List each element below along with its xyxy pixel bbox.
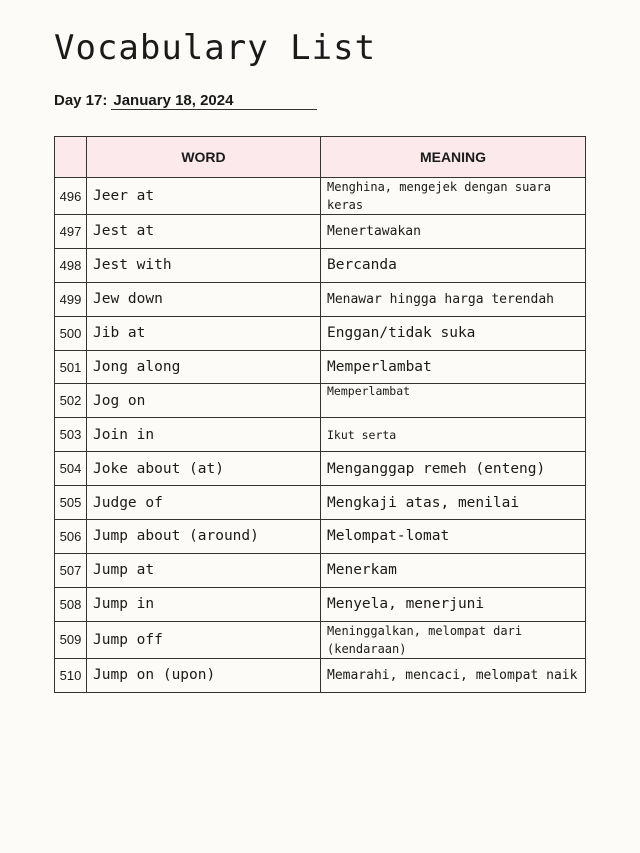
row-number: 497 — [55, 215, 87, 249]
row-meaning: Bercanda — [321, 248, 586, 282]
row-meaning: Memperlambat — [321, 384, 586, 418]
table-row — [55, 621, 586, 658]
table-row — [55, 316, 586, 350]
table-row — [55, 282, 586, 316]
row-number: 507 — [55, 553, 87, 587]
table-row — [55, 486, 586, 520]
row-number: 504 — [55, 452, 87, 486]
row-meaning: Menyela, menerjuni — [321, 587, 586, 621]
day-date-line — [54, 92, 317, 110]
row-meaning: Memarahi, mencaci, melompat naik — [321, 658, 586, 692]
row-word: Judge of — [87, 486, 321, 520]
row-meaning: Meninggalkan, melompat dari (kendaraan) — [321, 621, 586, 658]
row-word: Jest at — [87, 215, 321, 249]
row-number: 501 — [55, 350, 87, 384]
table-row — [55, 418, 586, 452]
row-number: 509 — [55, 621, 87, 658]
row-number: 502 — [55, 384, 87, 418]
row-number: 510 — [55, 658, 87, 692]
table-row — [55, 520, 586, 554]
row-number: 506 — [55, 520, 87, 554]
row-meaning: Menawar hingga harga terendah — [321, 282, 586, 316]
table-row — [55, 248, 586, 282]
table-row — [55, 452, 586, 486]
table-row — [55, 384, 586, 418]
row-number: 505 — [55, 486, 87, 520]
row-word: Jump on (upon) — [87, 658, 321, 692]
row-meaning: Menghina, mengejek dengan suara keras — [321, 178, 586, 215]
row-word: Jump at — [87, 553, 321, 587]
table-header-row — [55, 137, 586, 178]
row-meaning: Enggan/tidak suka — [321, 316, 586, 350]
table-row — [55, 658, 586, 692]
row-number: 500 — [55, 316, 87, 350]
row-word: Jew down — [87, 282, 321, 316]
row-word: Join in — [87, 418, 321, 452]
row-meaning: Mengkaji atas, menilai — [321, 486, 586, 520]
row-word: Jib at — [87, 316, 321, 350]
row-word: Jump about (around) — [87, 520, 321, 554]
table-body — [55, 178, 586, 693]
row-meaning: Ikut serta — [321, 418, 586, 452]
row-meaning: Memperlambat — [321, 350, 586, 384]
row-number: 498 — [55, 248, 87, 282]
header-meaning: MEANING — [321, 137, 586, 178]
row-meaning: Melompat-lomat — [321, 520, 586, 554]
table-row — [55, 178, 586, 215]
row-number: 503 — [55, 418, 87, 452]
day-label: Day 17: — [54, 92, 108, 109]
row-number: 508 — [55, 587, 87, 621]
date-value: January 18, 2024 — [111, 92, 317, 110]
vocabulary-table — [54, 136, 586, 693]
row-meaning: Menganggap remeh (enteng) — [321, 452, 586, 486]
header-number — [55, 137, 87, 178]
row-number: 499 — [55, 282, 87, 316]
table-row — [55, 350, 586, 384]
row-word: Jest with — [87, 248, 321, 282]
header-word: WORD — [87, 137, 321, 178]
page-title: Vocabulary List — [54, 28, 377, 68]
row-word: Jump off — [87, 621, 321, 658]
row-number: 496 — [55, 178, 87, 215]
row-meaning: Menerkam — [321, 553, 586, 587]
row-word: Jump in — [87, 587, 321, 621]
row-word: Jeer at — [87, 178, 321, 215]
row-word: Joke about (at) — [87, 452, 321, 486]
table-row — [55, 587, 586, 621]
row-word: Jog on — [87, 384, 321, 418]
table-row — [55, 553, 586, 587]
table-row — [55, 215, 586, 249]
row-word: Jong along — [87, 350, 321, 384]
row-meaning: Menertawakan — [321, 215, 586, 249]
